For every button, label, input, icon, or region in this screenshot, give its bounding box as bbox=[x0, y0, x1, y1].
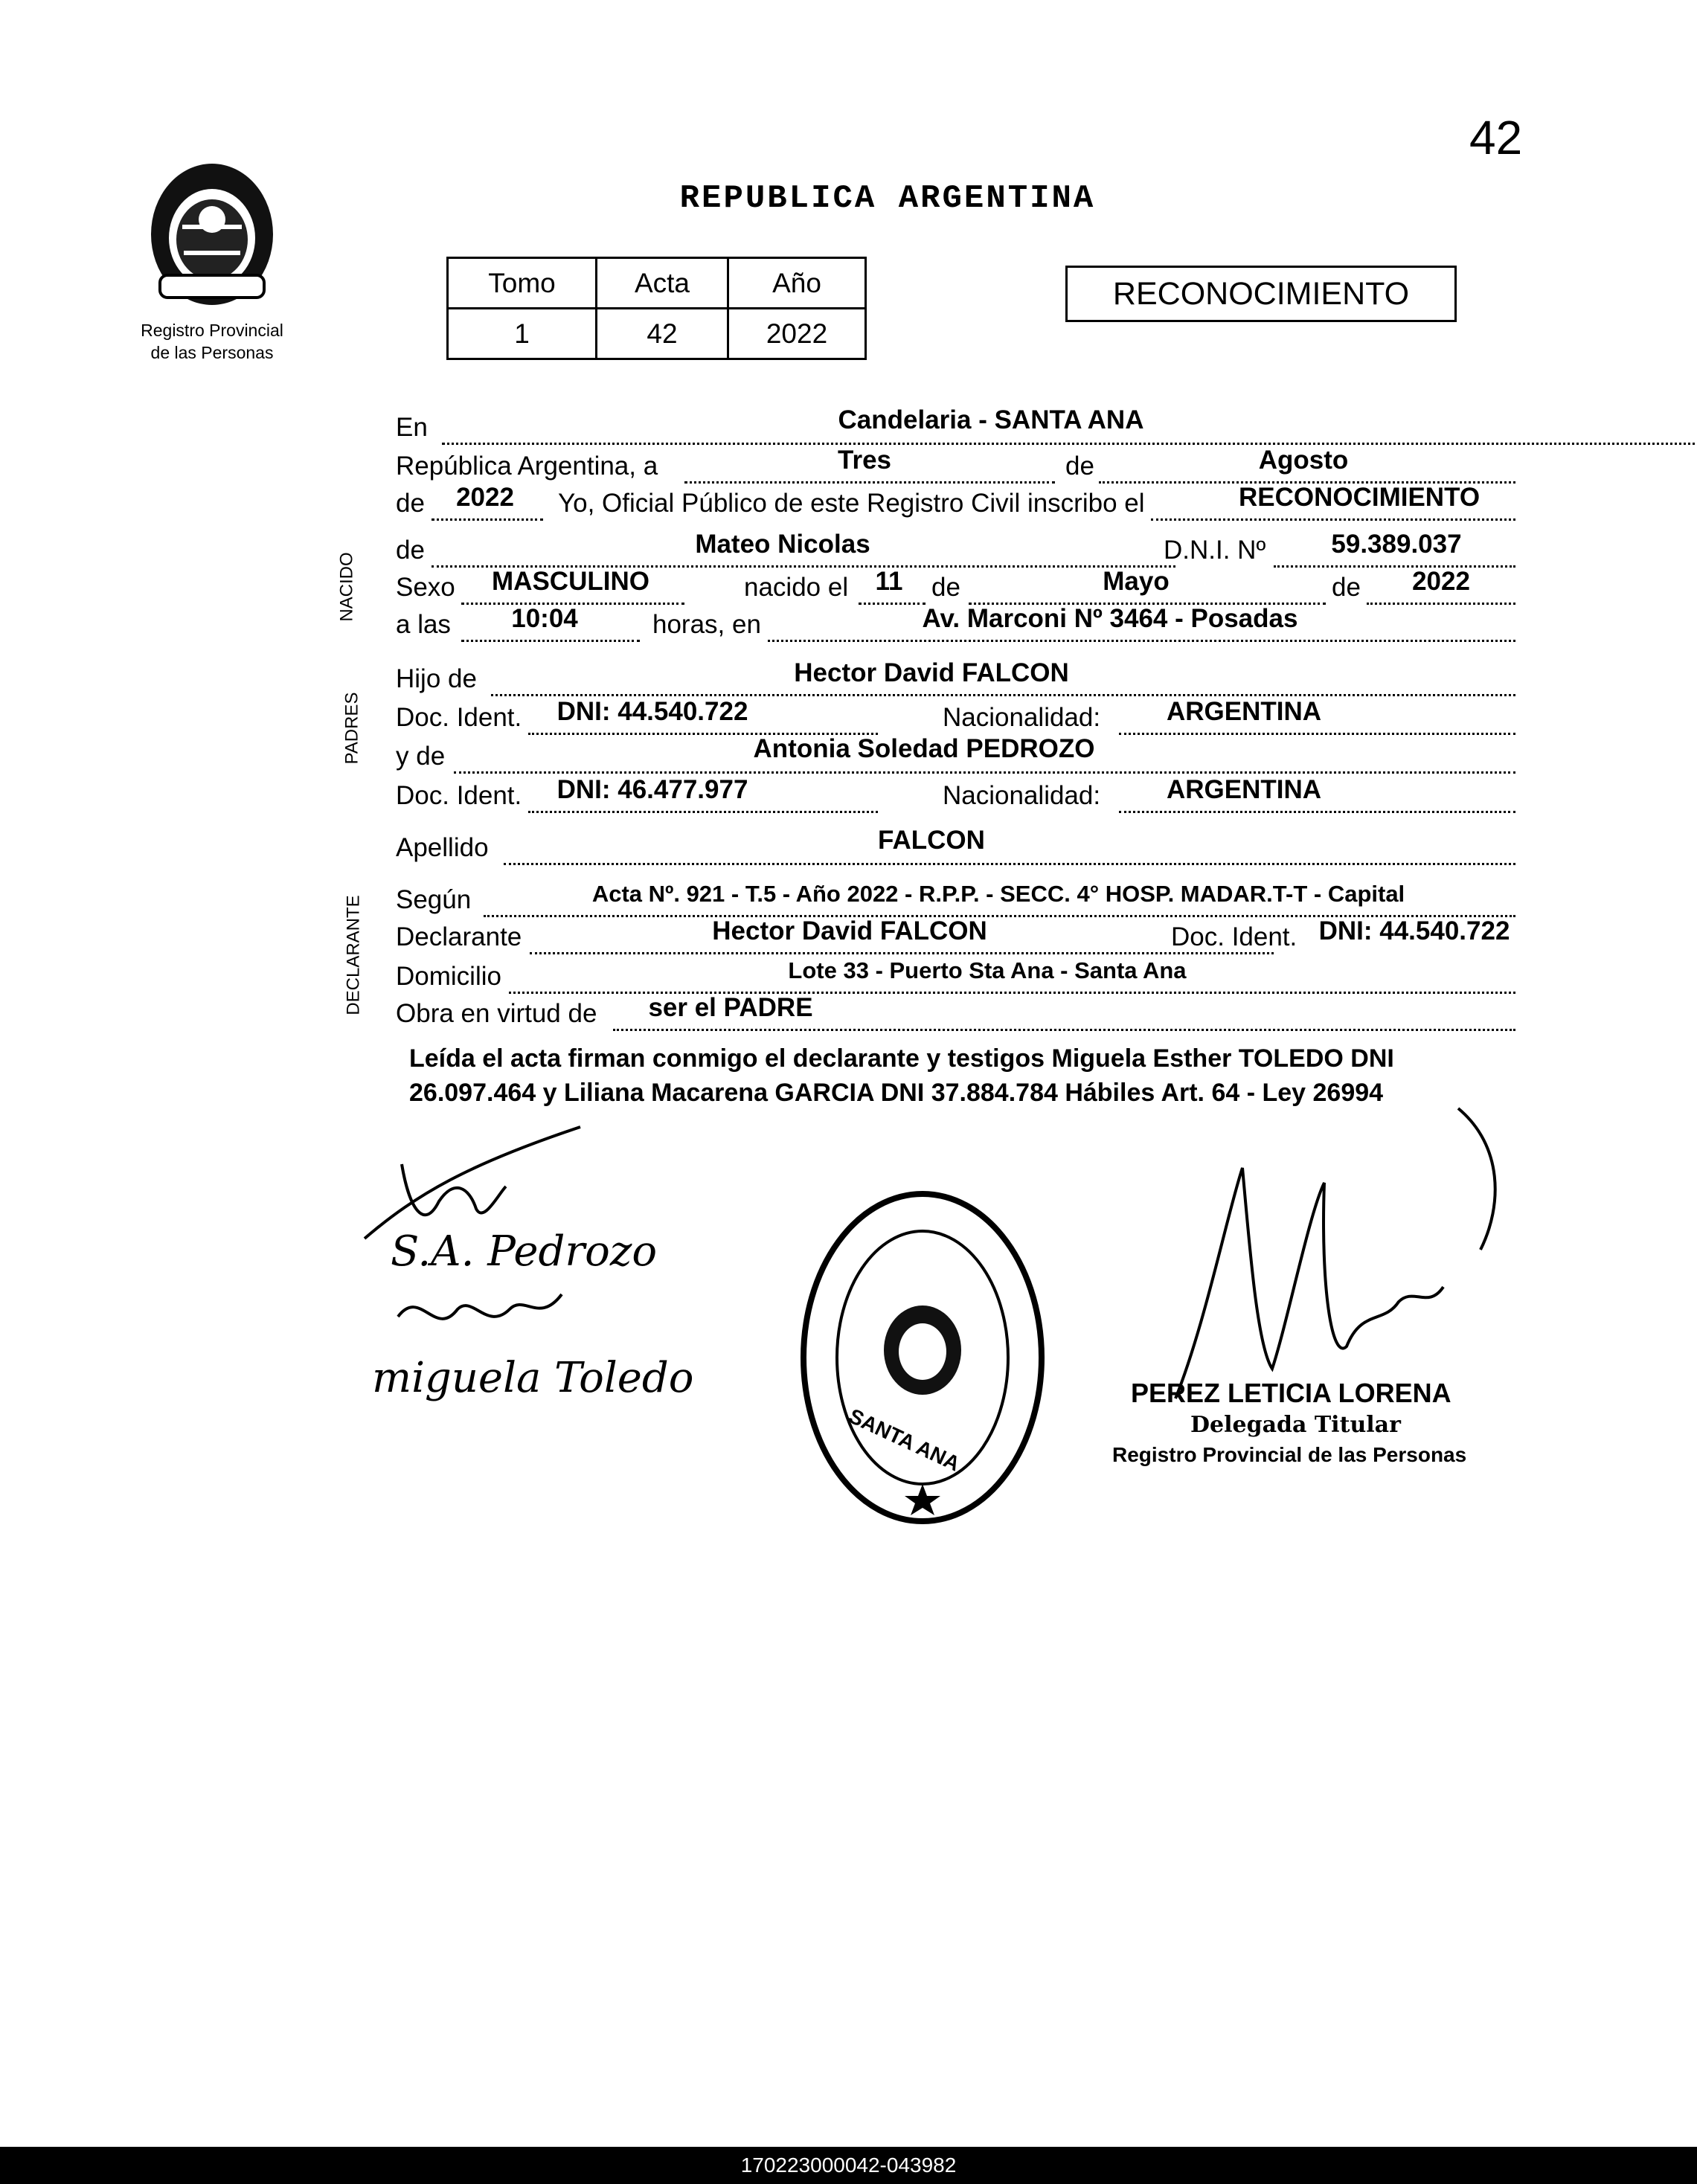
label-republica: República Argentina, a bbox=[396, 452, 658, 481]
witness-signature-3: miguela Toledo bbox=[372, 1354, 694, 1402]
value-padre: Hector David FALCON bbox=[794, 658, 1069, 687]
label-nac2: Nacionalidad: bbox=[943, 781, 1101, 810]
label-de5: de bbox=[1332, 573, 1361, 602]
header-acta: Acta bbox=[597, 258, 728, 309]
label-alas: a las bbox=[396, 610, 451, 639]
label-doc2: Doc. Ident. bbox=[396, 781, 522, 810]
value-apellido: FALCON bbox=[878, 826, 985, 855]
label-nacido: nacido el bbox=[744, 573, 849, 602]
label-yo: Yo, Oficial Público de este Registro Civil inscribo el bbox=[558, 489, 1145, 518]
record-table bbox=[446, 257, 867, 360]
label-segun: Según bbox=[396, 885, 472, 914]
label-horas: horas, en bbox=[652, 610, 761, 639]
value-doc1: DNI: 44.540.722 bbox=[556, 697, 748, 726]
value-en: Candelaria - SANTA ANA bbox=[838, 405, 1144, 434]
value-sexo: MASCULINO bbox=[492, 567, 649, 596]
value-hora: 10:04 bbox=[511, 604, 578, 633]
value-acta: 42 bbox=[597, 309, 728, 359]
official-name: PEREZ LETICIA LORENA bbox=[1131, 1378, 1451, 1408]
value-nac1: ARGENTINA bbox=[1166, 697, 1322, 726]
value-segun: Acta Nº. 921 - T.5 - Año 2022 - R.P.P. - SECC. 4° HOSP. MADAR.T-T - Capital bbox=[591, 881, 1405, 907]
closing-statement: Leída el acta firman conmigo el declarante y testigos Miguela Esther TOLEDO DNI 26.097.464 y Liliana Macarena GARCIA DNI 37.884.784 Hábiles Art. 64 - Ley 26994 bbox=[409, 1044, 1394, 1107]
value-madre: Antonia Soledad PEDROZO bbox=[753, 734, 1095, 763]
value-anio: 2022 bbox=[728, 309, 866, 359]
label-de: de bbox=[1065, 452, 1094, 481]
label-hijo: Hijo de bbox=[396, 664, 477, 693]
value-nac-dia: 11 bbox=[875, 567, 903, 596]
value-dia: Tres bbox=[838, 446, 891, 475]
value-dni: 59.389.037 bbox=[1331, 530, 1462, 559]
value-nac2: ARGENTINA bbox=[1166, 775, 1322, 804]
label-en: En bbox=[396, 413, 428, 442]
official-signature-icon bbox=[1161, 1101, 1503, 1413]
registry-name-line2: de las Personas bbox=[150, 343, 274, 362]
stamp-center-text: SANTA ANA bbox=[845, 1404, 963, 1476]
label-yde: y de bbox=[396, 742, 446, 771]
label-domicilio: Domicilio bbox=[396, 962, 501, 991]
witness-signature-2-icon bbox=[391, 1279, 569, 1346]
header-anio: Año bbox=[728, 258, 866, 309]
value-nombre: Mateo Nicolas bbox=[695, 530, 870, 559]
label-nac1: Nacionalidad: bbox=[943, 703, 1101, 732]
label-de4: de bbox=[931, 573, 960, 602]
label-dni: D.N.I. Nº bbox=[1164, 536, 1266, 565]
label-doc3: Doc. Ident. bbox=[1171, 922, 1297, 951]
registry-stamp-icon bbox=[796, 1186, 1049, 1529]
label-de2: de bbox=[396, 489, 425, 518]
value-doc2: DNI: 46.477.977 bbox=[556, 775, 748, 804]
official-role: Delegada Titular bbox=[1190, 1412, 1401, 1438]
witness-signature-1: S.A. Pedrozo bbox=[391, 1227, 658, 1276]
document-title: REPUBLICA ARGENTINA bbox=[679, 180, 1096, 217]
label-apellido: Apellido bbox=[396, 833, 489, 862]
value-mes: Agosto bbox=[1258, 446, 1349, 475]
value-declarante: Hector David FALCON bbox=[712, 916, 987, 945]
official-office: Registro Provincial de las Personas bbox=[1112, 1443, 1467, 1466]
side-label-nacido: NACIDO bbox=[336, 552, 357, 622]
label-obra: Obra en virtud de bbox=[396, 999, 597, 1028]
value-tomo: 1 bbox=[448, 309, 597, 359]
value-obra: ser el PADRE bbox=[648, 993, 813, 1022]
side-label-declarante: DECLARANTE bbox=[343, 895, 364, 1015]
header-tomo: Tomo bbox=[448, 258, 597, 309]
footer-code: 170223000042-043982 bbox=[0, 2147, 1697, 2184]
label-sexo: Sexo bbox=[396, 573, 455, 602]
registry-name-line1: Registro Provincial bbox=[141, 321, 283, 340]
value-anio: 2022 bbox=[456, 483, 514, 512]
value-domicilio: Lote 33 - Puerto Sta Ana - Santa Ana bbox=[788, 957, 1187, 983]
value-doc3: DNI: 44.540.722 bbox=[1318, 916, 1510, 945]
value-lugar: Av. Marconi Nº 3464 - Posadas bbox=[922, 604, 1298, 633]
act-type-box: RECONOCIMIENTO bbox=[1065, 266, 1457, 322]
label-doc1: Doc. Ident. bbox=[396, 703, 522, 732]
side-label-padres: PADRES bbox=[341, 692, 362, 765]
value-nac-anio: 2022 bbox=[1412, 567, 1470, 596]
page-number: 42 bbox=[1469, 111, 1523, 164]
label-declarante: Declarante bbox=[396, 922, 522, 951]
value-inscribe: RECONOCIMIENTO bbox=[1238, 483, 1481, 512]
value-nac-mes: Mayo bbox=[1103, 567, 1170, 596]
label-de3: de bbox=[396, 536, 425, 565]
